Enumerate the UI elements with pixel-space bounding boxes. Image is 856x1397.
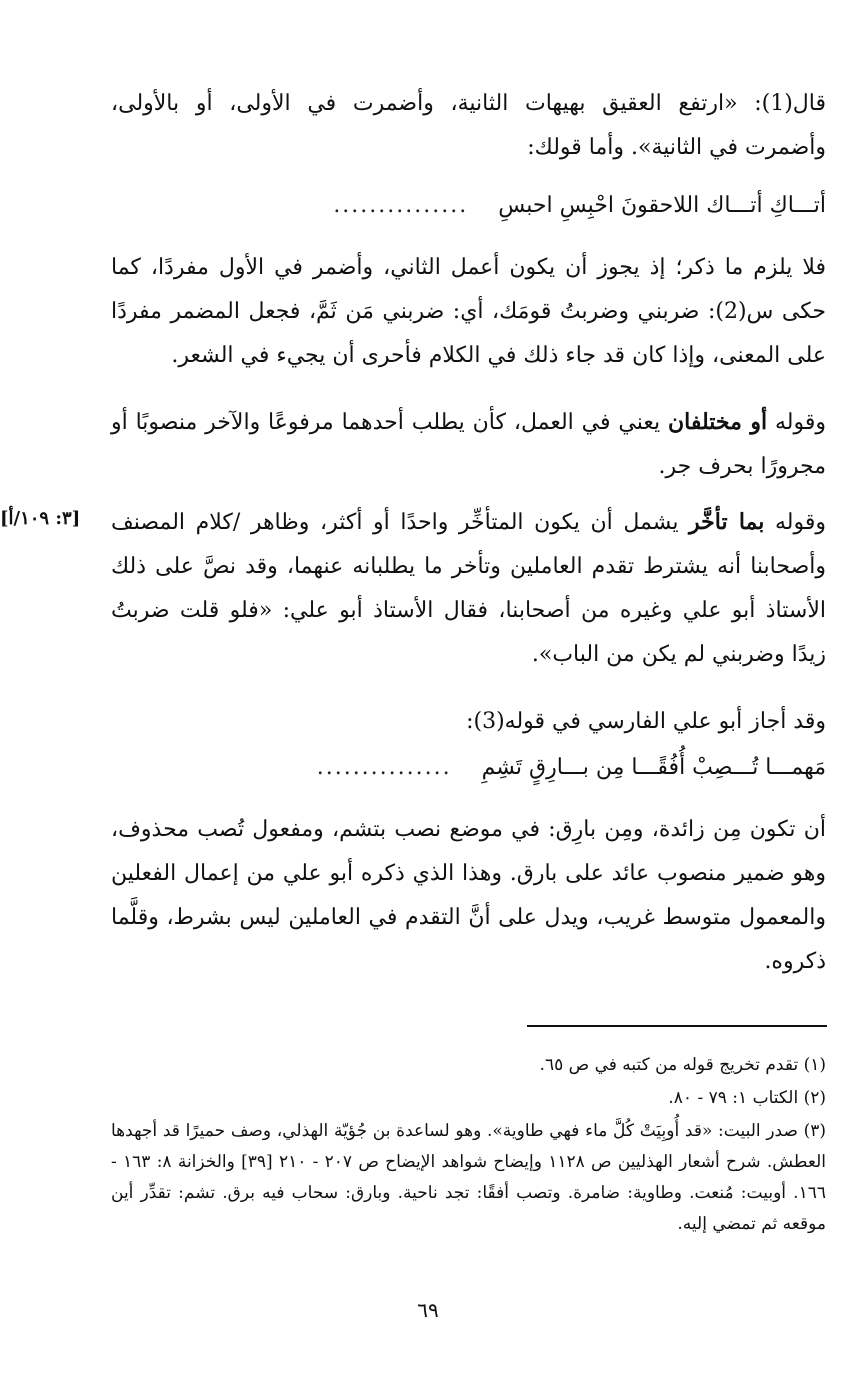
verse-1-dots: ............... (333, 193, 469, 218)
paragraph-4-term: بما تأخَّر (689, 509, 765, 535)
paragraph-4-rest: يشمل أن يكون المتأخِّر واحدًا أو أكثر، وظاهر /كلام المصنف وأصحابنا أنه يشترط تقدم العاملين وتأخر ما يطلبانه عنهما، وقد نصَّ على ذلك الأستاذ أبو علي وغيره من أصحابنا، فقال الأستاذ أبو علي: «فلو قلت ضربتُ زيدًا وضربني لم يكن من الباب». (111, 510, 826, 667)
verse-1 (111, 186, 826, 226)
footnote-1: (١) تقدم تخريج قوله من كتبه في ص ٦٥. (539, 1055, 826, 1075)
page-number: ٦٩ (417, 1298, 439, 1322)
paragraph-4-lead: وقوله (764, 510, 826, 535)
verse-2 (111, 748, 826, 788)
paragraph-6: أن تكون مِن زائدة، ومِن بارِق: في موضع نصب بتشم، ومفعول تُصب محذوف، وهو ضمير منصوب عائد على بارق. وهذا الذي ذكره أبو علي من إعمال الفعلين والمعمول متوسط غريب، ويدل على أنَّ التقدم في العاملين ليس بشرط، وقلَّما ذكروه. (111, 817, 827, 974)
footnote-2: (٢) الكتاب ١: ٧٩ - ٨٠. (668, 1088, 826, 1108)
paragraph-4 (111, 500, 826, 677)
paragraph-1: قال(1): «ارتفع العقيق بهيهات الثانية، وأضمرت في الأولى، أو بالأولى، وأضمرت في الثانية». وأما قولك: (111, 91, 826, 160)
paragraph-2: فلا يلزم ما ذكر؛ إذ يجوز أن يكون أعمل الثاني، وأضمر في الأول مفردًا، كما حكى س(2): ضربني وضربتُ قومَك، أي: ضربني مَن ثَمَّ، فجعل المضمر مفردًا على المعنى، وإذا كان قد جاء ذلك في الكلام فأحرى أن يجيء في الشعر. (111, 255, 826, 368)
verse-2-dots: ............... (316, 755, 452, 780)
paragraph-5: وقد أجاز أبو علي الفارسي في قوله(3): (466, 709, 826, 734)
margin-reference: [٣: ١٠٩/أ] (0, 508, 81, 529)
paragraph-3-lead: وقوله (767, 410, 826, 435)
footnote-divider (527, 1025, 827, 1027)
verse-1-hemistich: أتـــاكِ أتـــاك اللاحقونَ احْبِسِ احبسِ (498, 193, 826, 218)
paragraph-3-term: أو مختلفان (667, 409, 768, 435)
paragraph-3 (111, 400, 826, 489)
verse-2-hemistich: مَهمـــا تُـــصِبْ أُفُقًـــا مِن بـــارِقٍ تَشِمِ (481, 755, 826, 780)
footnote-3: (٣) صدر البيت: «قد أُوبِيَتْ كُلَّ ماء فهي طاوية». وهو لساعدة بن جُؤيّة الهذلي، وصف حميرًا قد أجهدها العطش. شرح أشعار الهذليين ص ١١٢٨ وإيضاح شواهد الإيضاح ص ٢٠٧ - ٢١٠ [٣٩] والخزانة ٨: ١٦٣ - ١٦٦. أوبيت: مُنعت. وطاوية: ضامرة. وتصب أفقًا: تجد ناحية. وبارق: سحاب فيه برق. تشم: تقدِّر أين موقعه ثم تمضي إليه. (111, 1121, 826, 1234)
paragraph-3-rest: يعني في العمل، كأن يطلب أحدهما مرفوعًا والآخر منصوبًا أو مجرورًا بحرف جر. (111, 410, 826, 479)
